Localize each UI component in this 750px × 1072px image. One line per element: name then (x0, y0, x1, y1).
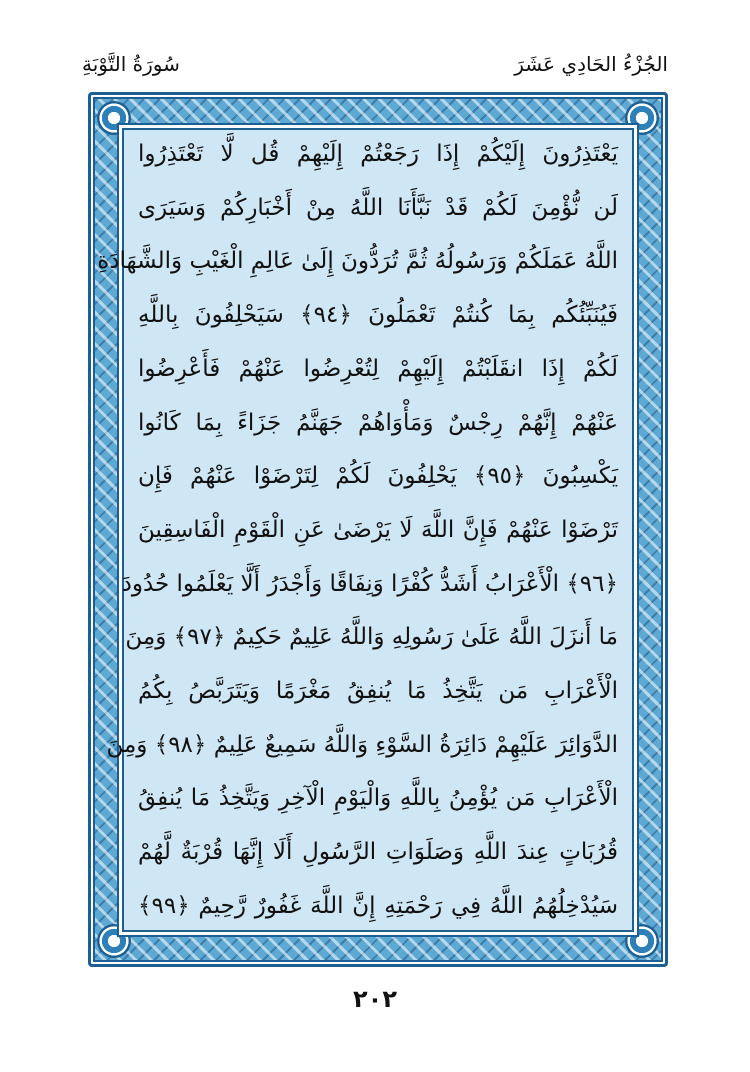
verse-line: فَيُنَبِّئُكُم بِمَا كُنتُمْ تَعْمَلُونَ ﴿٩٤﴾ سَيَحْلِفُونَ بِاللَّهِ (138, 302, 618, 329)
verse-line: ﴿٩٦﴾ الْأَعْرَابُ أَشَدُّ كُفْرًا وَنِفَاقًا وَأَجْدَرُ أَلَّا يَعْلَمُوا حُدُودَ (121, 570, 618, 597)
verse-line: يَعْتَذِرُونَ إِلَيْكُمْ إِذَا رَجَعْتُمْ إِلَيْهِمْ قُل لَّا تَعْتَذِرُوا (138, 141, 618, 167)
verse-line: الْأَعْرَابِ مَن يُؤْمِنُ بِاللَّهِ وَالْيَوْمِ الْآخِرِ وَيَتَّخِذُ مَا يُنفِقُ (138, 785, 618, 812)
verse-line: تَرْضَوْا عَنْهُمْ فَإِنَّ اللَّهَ لَا يَرْضَىٰ عَنِ الْقَوْمِ الْفَاسِقِينَ (138, 516, 618, 543)
verse-line: يَكْسِبُونَ ﴿٩٥﴾ يَحْلِفُونَ لَكُمْ لِتَرْضَوْا عَنْهُمْ فَإِن (138, 463, 618, 490)
verse-line: لَكُمْ إِذَا انقَلَبْتُمْ إِلَيْهِمْ لِتُعْرِضُوا عَنْهُمْ فَأَعْرِضُوا (138, 355, 618, 382)
verse-line: اللَّهُ عَمَلَكُمْ وَرَسُولُهُ ثُمَّ تُرَدُّونَ إِلَىٰ عَالِمِ الْغَيْبِ وَالشَّهَادَةِ (97, 248, 618, 275)
text-panel (97, 128, 634, 932)
verse-line: الدَّوَائِرَ عَلَيْهِمْ دَائِرَةُ السَّوْءِ وَاللَّهُ سَمِيعٌ عَلِيمٌ ﴿٩٨﴾ وَمِنَ (106, 731, 618, 758)
surah-title: سُورَةُ التَّوْبَةِ (82, 52, 180, 76)
verse-line: سَيُدْخِلُهُمُ اللَّهُ فِي رَحْمَتِهِ إِنَّ اللَّهَ غَفُورٌ رَّحِيمٌ ﴿٩٩﴾ (138, 892, 618, 919)
verse-line: لَن نُّؤْمِنَ لَكُمْ قَدْ نَبَّأَنَا اللَّهُ مِنْ أَخْبَارِكُمْ وَسَيَرَى (138, 194, 618, 221)
verse-line: مَا أَنزَلَ اللَّهُ عَلَىٰ رَسُولِهِ وَاللَّهُ عَلِيمٌ حَكِيمٌ ﴿٩٧﴾ وَمِنَ (125, 624, 618, 651)
verse-line: عَنْهُمْ إِنَّهُمْ رِجْسٌ وَمَأْوَاهُمْ جَهَنَّمُ جَزَاءً بِمَا كَانُوا (138, 409, 618, 436)
verse-line: الْأَعْرَابِ مَن يَتَّخِذُ مَا يُنفِقُ مَغْرَمًا وَيَتَرَبَّصُ بِكُمُ (138, 678, 618, 705)
verse-line: قُرُبَاتٍ عِندَ اللَّهِ وَصَلَوَاتِ الرَّسُولِ أَلَا إِنَّهَا قُرْبَةٌ لَّهُمْ (138, 839, 618, 866)
juz-title: الجُزْءُ الحَادِي عَشَرَ (514, 52, 668, 76)
verse-lines (97, 140, 618, 920)
page-number: ٢٠٢ (353, 985, 397, 1013)
